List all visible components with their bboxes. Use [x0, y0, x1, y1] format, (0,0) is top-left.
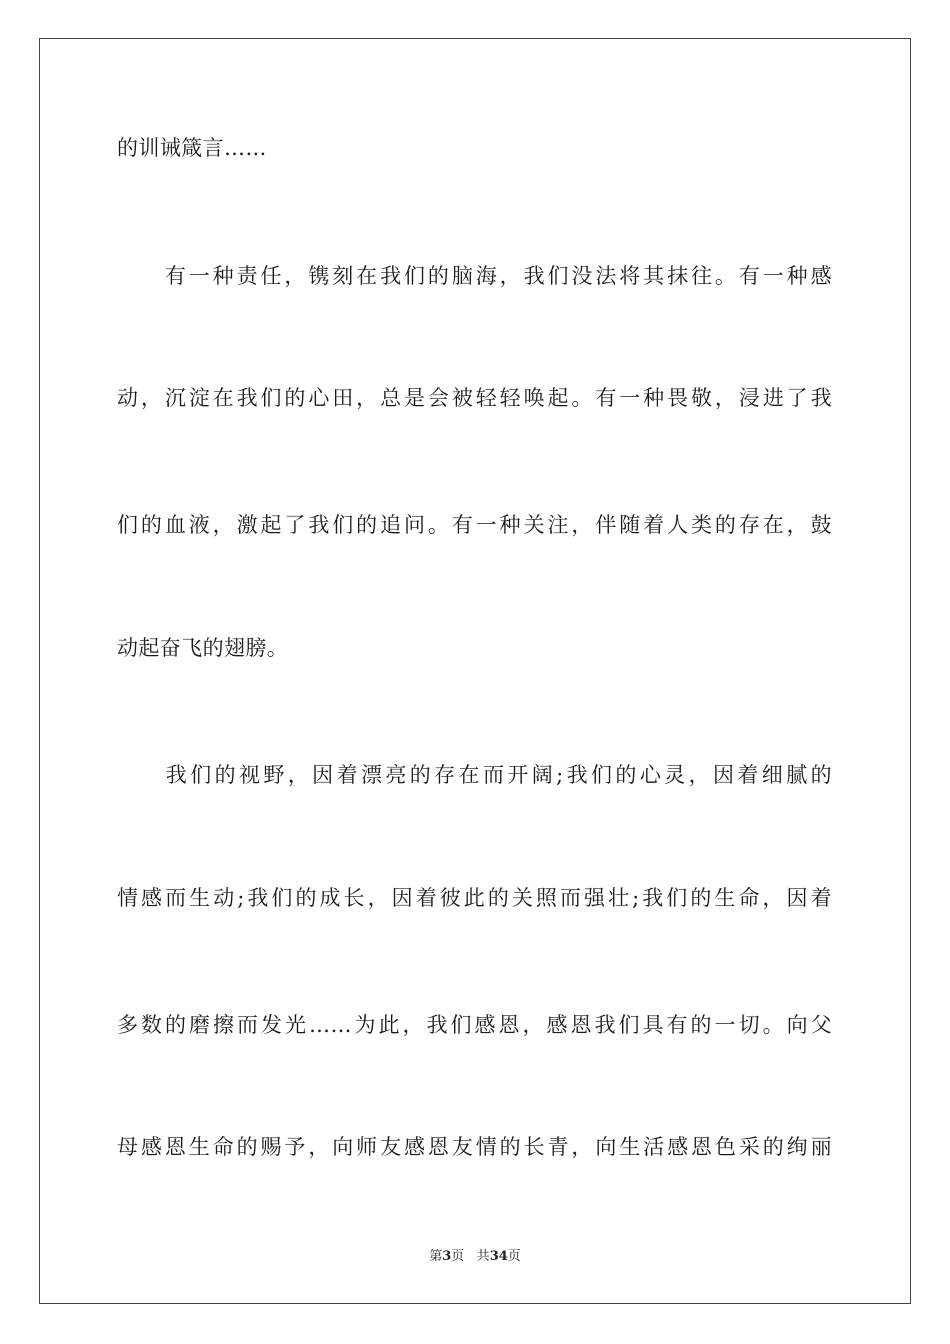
body-text-line: 我们的视野，因着漂亮的存在而开阔;我们的心灵，因着细腻的	[117, 763, 832, 787]
body-text-line: 母感恩生命的赐予，向师友感恩友情的长青，向生活感恩色采的绚丽	[117, 1135, 832, 1159]
body-text-line: 们的血液，激起了我们的追问。有一种关注，伴随着人类的存在，鼓	[117, 513, 832, 537]
page-prefix: 第	[429, 1249, 443, 1264]
page-suffix: 页	[451, 1249, 465, 1264]
body-text-line: 动起奋飞的翅膀。	[117, 636, 289, 660]
body-text-line: 的训诫箴言……	[117, 136, 267, 160]
body-text-line: 动，沉淀在我们的心田，总是会被轻轻唤起。有一种畏敬，浸进了我	[117, 386, 832, 410]
body-text-line: 情感而生动;我们的成长，因着彼此的关照而强壮;我们的生命，因着	[117, 886, 832, 910]
page-border	[39, 38, 911, 1304]
total-prefix: 共	[476, 1249, 490, 1264]
total-pages: 34	[489, 1249, 508, 1264]
page-footer	[0, 1248, 950, 1266]
total-suffix: 页	[507, 1249, 521, 1264]
body-text-line: 有一种责任，镌刻在我们的脑海，我们没法将其抹往。有一种感	[117, 264, 832, 288]
body-text-line: 多数的磨擦而发光……为此，我们感恩，感恩我们具有的一切。向父	[117, 1013, 832, 1037]
page-number: 3	[442, 1249, 452, 1264]
